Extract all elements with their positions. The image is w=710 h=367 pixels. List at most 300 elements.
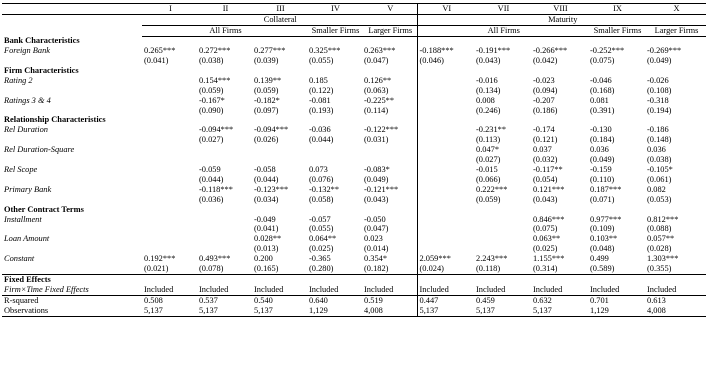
table-cell [307,274,362,284]
table-cell: -0.015 [476,165,498,174]
table-cell: (0.280) [309,264,334,274]
group-header-row [2,14,706,25]
table-cell: (0.314) [533,264,558,274]
table-cell: 0.200 [254,254,273,264]
table-cell: (0.108) [647,85,672,95]
table-cell: 0.121*** [533,184,565,194]
table-cell: 0.977*** [590,214,622,224]
table-cell [362,66,417,76]
table-cell: (0.031) [362,135,417,145]
table-cell: (0.186) [533,105,558,115]
table-cell: -0.159 [590,165,612,174]
table-cell: 0.103** [590,234,618,244]
table-cell: (0.024) [419,264,444,274]
table-cell [474,205,531,215]
table-cell: 0.640 [307,295,362,305]
table-cell: (0.044) [254,174,279,184]
table-cell [252,66,307,76]
table-cell [307,155,362,165]
table-cell [197,205,252,215]
col-header-10: X [645,4,706,15]
table-cell: (0.194) [647,105,672,115]
table-cell: 0.272*** [199,46,231,56]
section-header-row [2,205,706,215]
table-cell: -0.123*** [254,184,289,194]
table-cell [362,115,417,125]
table-cell [142,175,197,185]
table-cell: -0.059 [199,165,221,174]
table-cell: 0.028** [254,234,282,244]
subgroup-smaller-firms-maturity: Smaller Firms [588,25,645,36]
table-body [2,4,706,317]
table-cell: -0.058 [254,165,276,174]
stub-header [2,4,142,15]
table-cell: 0.154*** [199,75,231,85]
table-cell [417,155,474,165]
table-cell [197,234,252,244]
table-cell: (0.168) [590,85,615,95]
table-cell [142,215,197,225]
section-header-row [2,36,706,46]
table-cell [197,244,252,254]
std-error-row [2,175,706,185]
table-cell [252,145,307,155]
std-error-row [2,155,706,165]
table-cell: 1.155*** [533,254,565,264]
table-cell [252,155,307,165]
table-cell [197,215,252,225]
table-cell [417,205,474,215]
coefficient-row [2,185,706,195]
table-cell [252,205,307,215]
table-cell: (0.046) [419,56,444,66]
std-error-row [2,86,706,96]
col-header-3: III [252,4,307,15]
table-cell: (0.028) [647,244,672,254]
subgroup-all-firms-maturity: All Firms [417,25,588,36]
coefficient-row [2,96,706,106]
fixed-effects-row [2,285,706,295]
subgroup-smaller-firms-collateral: Smaller Firms [307,25,362,36]
section-label: Relationship Characteristics [4,115,106,125]
row-label: Installment [4,214,42,224]
table-cell [474,234,531,244]
table-cell: (0.063) [362,86,417,96]
section-label: Other Contract Terms [4,204,84,214]
table-cell: (0.032) [533,155,558,165]
table-cell: -0.122*** [362,125,417,135]
coefficient-row [2,46,706,56]
table-cell [417,115,474,125]
table-cell [142,125,197,135]
table-cell: -0.036 [309,125,331,135]
row-label [2,106,142,116]
table-cell: (0.014) [362,244,417,254]
table-cell [142,185,197,195]
table-cell [474,244,531,254]
table-cell: (0.048) [590,244,615,254]
std-error-row [2,135,706,145]
table-cell: (0.049) [362,175,417,185]
table-cell: -0.105* [647,165,673,174]
row-label: R-squared [2,295,142,305]
table-cell: (0.043) [533,194,558,204]
stat-row [2,295,706,305]
coefficient-row [2,76,706,86]
table-cell: 0.519 [362,295,417,305]
table-cell: 0.023 [362,234,417,244]
table-cell: (0.134) [476,85,501,95]
table-cell [417,215,474,225]
table-cell: -0.174 [533,125,555,135]
table-cell [252,115,307,125]
table-cell: 1,129 [588,306,645,316]
table-cell: Included [254,284,284,294]
table-cell: 0.185 [309,75,328,85]
section-header-row [2,274,706,284]
table-cell: (0.034) [254,194,279,204]
table-cell [252,36,307,46]
table-cell: (0.059) [254,85,279,95]
table-cell: -0.188*** [419,46,454,56]
table-cell [197,145,252,155]
table-cell: 0.263*** [362,46,417,56]
table-cell: (0.075) [533,224,558,234]
table-cell [142,106,197,116]
table-cell [197,115,252,125]
row-label [2,56,142,66]
table-cell: (0.355) [647,264,672,274]
table-cell: -0.207 [533,95,555,105]
section-label: Bank Characteristics [4,36,80,46]
table-cell: 0.277*** [254,46,286,56]
table-cell: (0.071) [590,194,615,204]
subgroup-header-row [2,25,706,36]
table-cell [417,165,474,175]
table-cell: (0.109) [590,224,615,234]
table-cell [417,234,474,244]
table-cell: (0.118) [476,264,501,274]
std-error-row [2,264,706,274]
table-cell: 5,137 [417,306,474,316]
col-header-9: IX [588,4,645,15]
table-cell [417,274,474,284]
row-label: Primary Bank [4,184,52,194]
stub-header-group [2,14,142,25]
table-cell: -0.121*** [362,185,417,195]
table-cell: 5,137 [197,306,252,316]
coefficient-row [2,254,706,264]
table-cell [142,234,197,244]
table-cell [307,36,362,46]
table-cell: 1,129 [307,306,362,316]
table-cell: 0.073 [309,165,328,174]
row-label [2,86,142,96]
coefficient-row [2,145,706,155]
table-cell: 0.613 [645,295,706,305]
table-cell: (0.042) [533,56,558,66]
table-cell: (0.055) [309,224,334,234]
table-cell [417,175,474,185]
table-cell [588,274,645,284]
table-cell [252,274,307,284]
table-cell: 0.812*** [647,214,679,224]
table-cell: (0.049) [590,155,615,165]
row-label [2,244,142,254]
table-cell [645,205,706,215]
table-cell: (0.113) [476,135,501,145]
table-cell: (0.053) [647,194,672,204]
table-cell: Included [419,284,449,294]
table-cell: (0.090) [199,105,224,115]
table-cell: -0.117** [533,165,563,174]
subgroup-larger-firms-collateral: Larger Firms [362,25,417,36]
table-cell: (0.036) [199,194,224,204]
col-header-1: I [142,4,197,15]
col-header-2: II [197,4,252,15]
table-cell: (0.041) [144,56,169,66]
table-cell: 2.059*** [419,254,451,264]
table-cell: (0.038) [199,56,224,66]
subgroup-all-firms-collateral: All Firms [142,25,307,36]
table-cell: 0.037 [533,145,552,155]
table-cell [142,115,197,125]
table-cell: -0.094*** [199,125,234,135]
table-cell: (0.021) [144,264,169,274]
std-error-row [2,244,706,254]
table-cell [417,36,474,46]
table-cell [142,96,197,106]
col-header-6: VI [417,4,474,15]
table-cell [531,36,588,46]
table-cell: (0.391) [590,105,615,115]
table-cell: -0.269*** [647,46,682,56]
table-cell: (0.047) [362,224,417,234]
stub-header-sub [2,25,142,36]
table-cell: 0.222*** [476,184,508,194]
table-cell [142,195,197,205]
table-cell: (0.165) [254,264,279,274]
row-label: Loan Amount [4,234,50,244]
table-cell: -0.081 [309,95,331,105]
std-error-row [2,195,706,205]
table-cell: 0.537 [197,295,252,305]
table-cell [645,36,706,46]
table-cell [417,145,474,155]
table-cell: Included [476,284,506,294]
row-label [2,224,142,234]
table-cell [307,66,362,76]
table-cell: (0.049) [647,56,672,66]
table-cell: 0.081 [590,95,609,105]
table-cell [417,224,474,234]
row-label: Firm×Time Fixed Effects [4,284,89,294]
table-cell: (0.041) [254,224,279,234]
table-cell: (0.044) [309,135,334,145]
row-label [2,175,142,185]
table-cell: 0.632 [531,295,588,305]
table-cell: 0.064** [309,234,337,244]
table-cell: (0.076) [309,174,334,184]
table-cell: (0.097) [254,105,279,115]
table-cell: 0.540 [252,295,307,305]
table-cell: (0.026) [254,135,279,145]
table-cell: 0.126** [362,76,417,86]
table-cell [197,224,252,234]
table-cell: 0.047* [476,145,500,155]
table-cell [362,36,417,46]
section-label: Fixed Effects [2,274,142,284]
table-cell [417,125,474,135]
table-cell [362,145,417,155]
coefficient-row [2,234,706,244]
row-label: Rating 2 [4,75,33,85]
table-cell: (0.148) [647,135,672,145]
table-cell: 0.192*** [144,254,176,264]
table-cell: (0.066) [476,174,501,184]
row-label [2,195,142,205]
table-cell: Included [533,284,563,294]
row-label: Rel Duration-Square [4,145,75,155]
table-cell: (0.027) [476,155,501,165]
table-cell [197,155,252,165]
row-label [2,155,142,165]
table-cell [474,274,531,284]
table-cell [474,36,531,46]
table-cell: 5,137 [252,306,307,316]
table-cell: (0.184) [590,135,615,145]
row-label: Rel Duration [4,125,48,135]
table-cell: -0.225** [362,96,417,106]
column-numbers-row [2,4,706,15]
table-cell: -0.049 [254,214,276,224]
table-cell [588,66,645,76]
table-cell: 0.701 [588,295,645,305]
table-cell [417,76,474,86]
table-cell: 0.508 [142,295,197,305]
table-cell: 0.846*** [533,214,565,224]
table-cell: -0.182* [254,95,280,105]
table-cell [197,66,252,76]
coefficient-row [2,215,706,225]
table-cell: (0.027) [199,135,224,145]
section-header-row [2,66,706,76]
table-cell: 0.139** [254,75,282,85]
table-cell [142,66,197,76]
table-cell: (0.193) [309,105,334,115]
table-cell [142,135,197,145]
table-cell: 1.303*** [647,254,679,264]
section-header-row [2,115,706,125]
table-cell: (0.025) [309,244,334,254]
table-cell: -0.094*** [254,125,289,135]
table-cell: (0.054) [533,174,558,184]
table-cell: 0.036 [590,145,609,155]
col-header-7: VII [474,4,531,15]
table-cell: 0.499 [590,254,609,264]
table-cell [197,274,252,284]
table-cell: -0.023 [533,75,555,85]
table-cell: (0.047) [362,56,417,66]
table-cell: (0.013) [254,244,279,254]
table-cell: (0.121) [533,135,558,145]
table-cell: -0.167* [199,95,225,105]
table-cell: -0.252*** [590,46,625,56]
row-label: Observations [2,306,142,316]
table-cell [142,224,197,234]
table-cell [588,115,645,125]
group-header-collateral: Collateral [142,14,417,25]
table-cell: (0.038) [647,155,672,165]
table-cell: -0.191*** [476,46,511,56]
table-cell [417,185,474,195]
std-error-row [2,56,706,66]
group-header-maturity: Maturity [417,14,706,25]
table-cell: 5,137 [474,306,531,316]
table-cell: Included [309,284,339,294]
table-cell: (0.061) [647,174,672,184]
table-cell: Included [647,284,677,294]
col-header-5: V [362,4,417,15]
table-cell: (0.044) [199,174,224,184]
table-cell [588,36,645,46]
table-cell [197,36,252,46]
table-cell [417,96,474,106]
table-cell [142,155,197,165]
table-cell: (0.043) [362,195,417,205]
table-cell: 4,008 [645,306,706,316]
table-cell [362,155,417,165]
table-cell [142,145,197,155]
table-cell: 0.057** [647,234,675,244]
table-cell [417,66,474,76]
table-cell: 0.354* [362,254,417,264]
table-cell: (0.039) [254,56,279,66]
row-label [2,135,142,145]
row-label: Rel Scope [4,165,38,174]
table-cell [142,86,197,96]
section-label: Firm Characteristics [4,65,79,75]
table-cell: -0.266*** [533,46,568,56]
table-cell: (0.094) [533,85,558,95]
col-header-4: IV [307,4,362,15]
table-cell [531,115,588,125]
table-cell: (0.122) [309,85,334,95]
row-label [2,264,142,274]
table-cell: Included [362,285,417,295]
table-cell [417,106,474,116]
table-cell [417,195,474,205]
table-cell: -0.130 [590,125,612,135]
row-label: Ratings 3 & 4 [4,95,51,105]
table-cell [474,215,531,225]
table-cell: (0.110) [590,174,615,184]
table-cell [531,66,588,76]
table-cell: (0.059) [476,194,501,204]
table-cell: -0.365 [309,254,331,264]
table-cell [142,76,197,86]
table-cell: (0.059) [199,85,224,95]
table-cell: 0.447 [417,295,474,305]
subgroup-larger-firms-maturity: Larger Firms [645,25,706,36]
table-cell [474,115,531,125]
table-cell: 4,008 [362,306,417,316]
table-cell: 0.265*** [144,46,176,56]
regression-table [2,3,706,317]
table-cell [645,66,706,76]
table-cell: -0.083* [362,165,417,175]
table-cell: 0.187*** [590,184,622,194]
